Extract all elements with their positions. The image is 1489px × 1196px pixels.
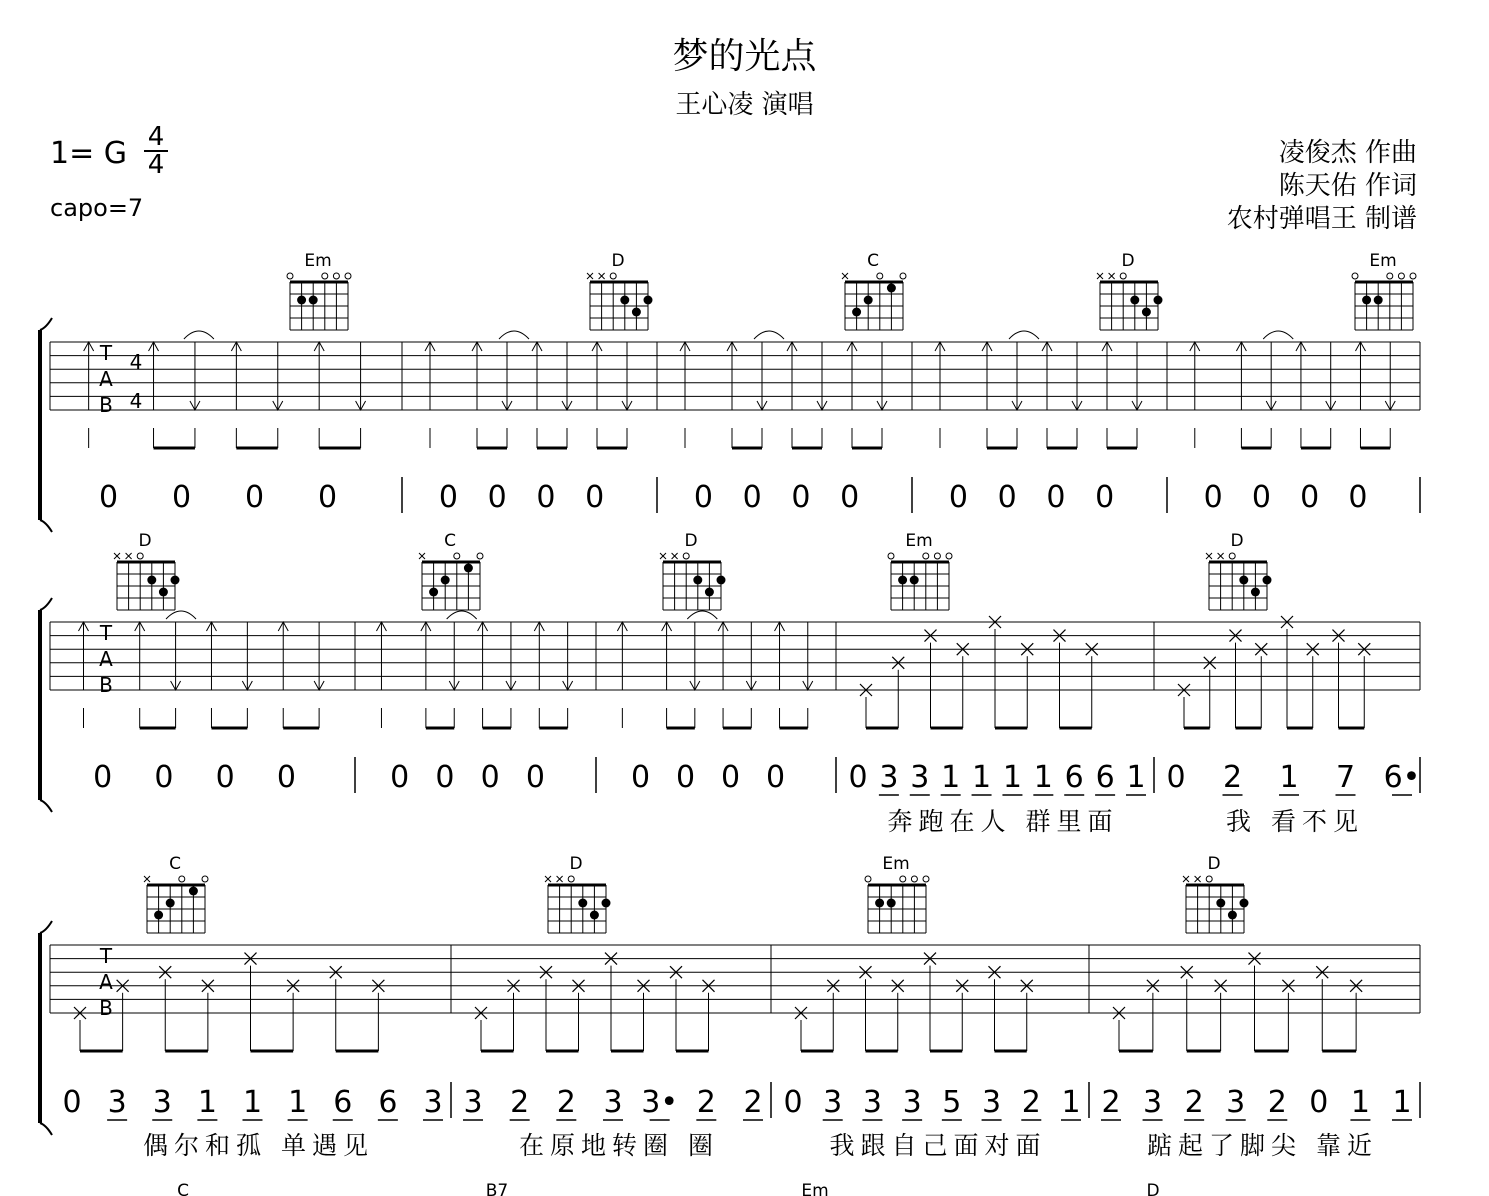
open-string-mark (1410, 273, 1416, 279)
jianpu-note: 0 (720, 760, 741, 795)
singer-credit: 王心凌 演唱 (675, 90, 814, 120)
measure (617, 611, 836, 795)
open-string-mark (1387, 273, 1393, 279)
bracket-hook (40, 921, 52, 933)
staff-system (40, 318, 1420, 532)
jianpu-note: 0 (1309, 1085, 1329, 1120)
open-string-mark (454, 553, 460, 559)
measure (62, 953, 451, 1160)
chord-name: D (1230, 531, 1244, 551)
open-string-mark (610, 273, 616, 279)
jianpu-note: 0 (1166, 760, 1186, 795)
jianpu-note: 3 (1143, 1085, 1163, 1120)
jianpu-note: 1 (1033, 760, 1053, 795)
jianpu-note: 0 (317, 480, 338, 515)
jianpu-note: 0 (1251, 480, 1271, 515)
tab-time-top: 4 (129, 350, 143, 374)
finger-dot (429, 588, 438, 597)
bracket-hook (40, 800, 52, 812)
open-string-mark (477, 553, 483, 559)
chord-name: D (569, 854, 583, 874)
chord-diagram-d (114, 531, 180, 610)
jianpu-note: 0 (1348, 480, 1368, 515)
jianpu-note: 2 (1101, 1085, 1121, 1120)
jianpu-note: 3 (910, 760, 930, 795)
chord-diagram-em (865, 854, 929, 933)
finger-dot (1362, 296, 1371, 305)
chord-diagram-em (888, 531, 952, 610)
tab-letter: A (99, 367, 113, 391)
open-string-mark (683, 553, 689, 559)
jianpu-note: 3 (152, 1085, 172, 1120)
jianpu-note: 1 (197, 1085, 217, 1120)
tab-letter: B (99, 673, 113, 697)
bracket-hook (40, 318, 52, 330)
tab-letter: T (99, 341, 113, 365)
jianpu-note: 0 (848, 760, 868, 795)
open-string-mark (1352, 273, 1358, 279)
chord-diagram-d (1206, 531, 1272, 610)
finger-dot (852, 308, 861, 317)
jianpu-note: 0 (783, 1085, 803, 1120)
open-string-mark (202, 876, 208, 882)
chord-diagram-d (660, 531, 726, 610)
chord-name: C (169, 854, 181, 874)
open-string-mark (888, 553, 894, 559)
finger-dot (464, 564, 473, 573)
tie-arc (754, 331, 784, 339)
measure (935, 331, 1167, 515)
chord-name: Em (304, 251, 332, 271)
finger-dot (910, 576, 919, 585)
tab-letter: A (99, 970, 113, 994)
jianpu-note: 1 (1126, 760, 1146, 795)
chord-diagram-c (144, 854, 208, 933)
chord-name: D (1207, 854, 1221, 874)
next-chord-name: D (1146, 1181, 1160, 1196)
jianpu-note: 2 (743, 1085, 763, 1120)
jianpu-note: 0 (742, 480, 762, 515)
chord-name: Em (882, 854, 910, 874)
measure (1190, 331, 1420, 515)
jianpu-note: 7 (1335, 760, 1356, 795)
jianpu-note: 6 (378, 1085, 398, 1120)
bracket-hook (40, 520, 52, 532)
jianpu-note: 2 (1021, 1085, 1041, 1120)
open-string-mark (1229, 553, 1235, 559)
jianpu-note: 1 (1279, 760, 1299, 795)
jianpu-note: 0 (438, 480, 458, 515)
open-string-mark (934, 553, 940, 559)
chord-name: Em (1369, 251, 1397, 271)
tab-letter: B (99, 393, 113, 417)
finger-dot (159, 588, 168, 597)
jianpu-note: 2 (1267, 1085, 1287, 1120)
chord-diagram-d (1183, 854, 1249, 933)
tab-letter: B (99, 996, 113, 1020)
measure (1101, 953, 1420, 1160)
lyricist-credit: 陈天佑 作词 (1278, 171, 1417, 201)
staff-system (40, 598, 1420, 836)
jianpu-note: 3 (1226, 1085, 1246, 1120)
finger-dot (898, 576, 907, 585)
finger-dot (1251, 588, 1260, 597)
open-string-mark (345, 273, 351, 279)
finger-dot (717, 576, 726, 585)
song-title: 梦的光点 (672, 36, 817, 77)
finger-dot (441, 576, 450, 585)
capo-label: capo=7 (50, 194, 144, 222)
next-chord-name: B7 (485, 1181, 509, 1196)
jianpu-note: 1 (1002, 760, 1022, 795)
finger-dot (154, 911, 163, 920)
jianpu-note: 0 (435, 760, 455, 795)
jianpu-note: 0 (1300, 480, 1320, 515)
jianpu-note: 1 (941, 760, 961, 795)
jianpu-note: 0 (536, 480, 556, 515)
finger-dot (1263, 576, 1272, 585)
chord-diagram-d (545, 854, 611, 933)
jianpu-note: 0 (154, 760, 174, 795)
key-label: 1= G (50, 136, 128, 171)
jianpu-note: 1 (242, 1085, 263, 1120)
finger-dot (602, 899, 611, 908)
jianpu-note: 5 (942, 1085, 962, 1120)
jianpu-note: 0 (675, 760, 696, 795)
jianpu-note: 0 (585, 480, 605, 515)
next-chord-name: Em (801, 1181, 829, 1196)
chord-name: C (444, 531, 456, 551)
chord-name: D (1121, 251, 1135, 271)
finger-dot (887, 899, 896, 908)
lyric-line: 奔跑在人 群里面 (887, 807, 1119, 836)
finger-dot (887, 284, 896, 293)
jianpu-note: 2 (510, 1085, 530, 1120)
tab-letter: T (99, 621, 113, 645)
jianpu-note: 3 (823, 1085, 843, 1120)
lyric-line: 我 看不见 (1226, 807, 1364, 836)
jianpu-note: 0 (480, 760, 500, 795)
measure (783, 953, 1089, 1160)
jianpu-note: 1 (972, 760, 992, 795)
finger-dot (1374, 296, 1383, 305)
arranger-credit: 农村弹唱王 制谱 (1226, 204, 1417, 234)
open-string-mark (900, 273, 906, 279)
open-string-mark (568, 876, 574, 882)
jianpu-note: 3 (862, 1085, 882, 1120)
tie-arc (166, 611, 196, 619)
finger-dot (590, 911, 599, 920)
open-string-mark (865, 876, 871, 882)
tab-letter: T (99, 944, 113, 968)
jianpu-note: 6 (1095, 760, 1115, 795)
jianpu-note: 2 (696, 1085, 716, 1120)
measure (680, 331, 912, 515)
jianpu-note: 1 (1350, 1085, 1370, 1120)
finger-dot (705, 588, 714, 597)
chord-diagram-c (842, 251, 906, 330)
jianpu-note: 0 (390, 760, 410, 795)
measure (376, 611, 596, 795)
tie-arc (1263, 331, 1293, 339)
tie-arc (447, 611, 477, 619)
finger-dot (147, 576, 156, 585)
finger-dot (1240, 899, 1249, 908)
open-string-mark (137, 553, 143, 559)
jianpu-note: 3 (902, 1085, 922, 1120)
jianpu-note: 0 (93, 760, 113, 795)
jianpu-note: 0 (948, 480, 968, 515)
tie-arc (1009, 331, 1039, 339)
open-string-mark (900, 876, 906, 882)
jianpu-note: 0 (840, 480, 860, 515)
open-string-mark (877, 273, 883, 279)
chord-name: D (611, 251, 625, 271)
next-chord-name: C (177, 1181, 189, 1196)
finger-dot (166, 899, 175, 908)
open-string-mark (322, 273, 328, 279)
jianpu-note: 3 (423, 1085, 443, 1120)
finger-dot (1142, 308, 1151, 317)
finger-dot (1228, 911, 1237, 920)
chord-name: D (684, 531, 698, 551)
jianpu-note: 2 (556, 1085, 576, 1120)
measure (463, 953, 771, 1160)
jianpu-note: 0 (62, 1085, 82, 1120)
chord-diagram-em (1352, 251, 1416, 330)
finger-dot (1130, 296, 1139, 305)
finger-dot (1154, 296, 1163, 305)
finger-dot (297, 296, 306, 305)
open-string-mark (923, 876, 929, 882)
lyric-line: 在原地转圈 圈 (519, 1131, 719, 1160)
bracket-hook (40, 598, 52, 610)
jianpu-note: 0 (98, 480, 119, 515)
jianpu-note: 3 (982, 1085, 1002, 1120)
chord-diagram-d (1097, 251, 1163, 330)
chord-name: D (138, 531, 152, 551)
finger-dot (171, 576, 180, 585)
open-string-mark (1120, 273, 1126, 279)
jianpu-note: 2 (1222, 760, 1243, 795)
jianpu-note: 0 (276, 760, 296, 795)
finger-dot (578, 899, 587, 908)
measure (78, 611, 355, 795)
open-string-mark (179, 876, 185, 882)
finger-dot (309, 296, 318, 305)
bracket-hook (40, 1123, 52, 1135)
staff-system (40, 921, 1420, 1160)
time-top: 4 (147, 122, 165, 152)
tie-arc (499, 331, 529, 339)
lyric-line: 偶尔和孤 单遇见 (143, 1131, 374, 1160)
jianpu-note: 0 (1095, 480, 1115, 515)
finger-dot (620, 296, 629, 305)
finger-dot (875, 899, 884, 908)
jianpu-note: 6 (333, 1085, 353, 1120)
jianpu-note: 0 (244, 480, 265, 515)
jianpu-note: 6 (1064, 760, 1084, 795)
lyric-line: 我跟自己面对面 (829, 1131, 1047, 1160)
composer-credit: 凌俊杰 作曲 (1278, 138, 1417, 168)
jianpu-note: 3 (463, 1085, 483, 1120)
chord-name: C (867, 251, 879, 271)
open-string-mark (923, 553, 929, 559)
open-string-mark (333, 273, 339, 279)
time-bottom: 4 (147, 150, 165, 180)
jianpu-note: 0 (630, 760, 651, 795)
jianpu-note: 0 (1203, 480, 1223, 515)
measure (425, 331, 657, 515)
finger-dot (693, 576, 702, 585)
open-string-mark (1206, 876, 1212, 882)
jianpu-note: 1 (288, 1085, 308, 1120)
finger-dot (1239, 576, 1248, 585)
jianpu-note: 3 (879, 760, 899, 795)
jianpu-note: 6• (1383, 760, 1421, 795)
jianpu-note: 3• (641, 1085, 679, 1120)
chord-diagram-em (287, 251, 351, 330)
finger-dot (189, 887, 198, 896)
jianpu-note: 0 (693, 480, 713, 515)
open-string-mark (946, 553, 952, 559)
chord-diagram-c (419, 531, 483, 610)
jianpu-note: 0 (487, 480, 507, 515)
open-string-mark (287, 273, 293, 279)
lyric-line: 踮起了脚尖 靠近 (1147, 1131, 1378, 1160)
tie-arc (687, 611, 717, 619)
jianpu-note: 0 (1046, 480, 1066, 515)
jianpu-note: 2 (1184, 1085, 1204, 1120)
chord-diagram-d (587, 251, 653, 330)
jianpu-note: 1 (1061, 1085, 1081, 1120)
tab-time-bottom: 4 (129, 389, 143, 413)
jianpu-note: 0 (791, 480, 811, 515)
finger-dot (632, 308, 641, 317)
jianpu-note: 3 (107, 1085, 127, 1120)
chord-name: Em (905, 531, 933, 551)
tab-letter: A (99, 647, 113, 671)
finger-dot (644, 296, 653, 305)
jianpu-note: 1 (1392, 1085, 1412, 1120)
jianpu-note: 3 (603, 1085, 623, 1120)
jianpu-note: 0 (215, 760, 235, 795)
open-string-mark (1398, 273, 1404, 279)
jianpu-note: 0 (765, 760, 786, 795)
open-string-mark (911, 876, 917, 882)
finger-dot (1216, 899, 1225, 908)
jianpu-note: 0 (997, 480, 1017, 515)
tie-arc (184, 331, 214, 339)
jianpu-note: 0 (171, 480, 192, 515)
finger-dot (864, 296, 873, 305)
jianpu-note: 0 (525, 760, 545, 795)
